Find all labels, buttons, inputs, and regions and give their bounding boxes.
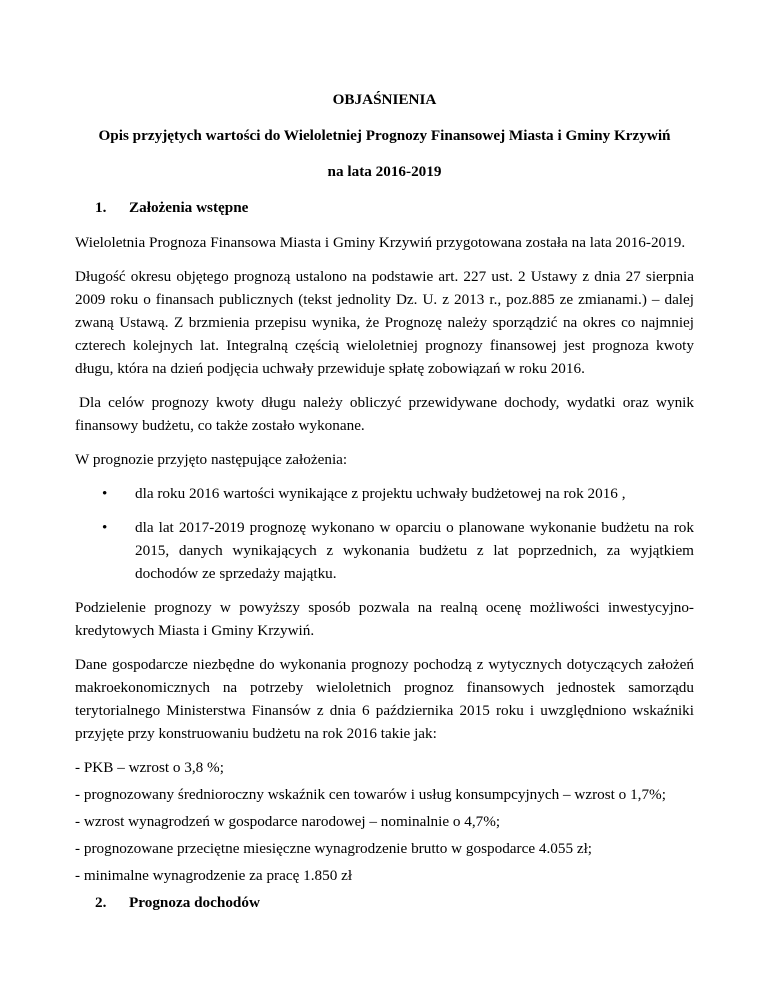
document-title: OBJAŚNIENIA [332, 91, 437, 108]
paragraph: Długość okresu objętego prognozą ustalono na podstawie art. 227 ust. 2 Ustawy z dnia 27 sierpnia 2009 roku o finansach publicznych (tekst jednolity Dz. U. z 2013 r., poz.885 ze zmianami.) – dalej zwaną Ustawą. Z brzmienia przepisu wynika, że Prognozę należy sporządzić na okres co najmniej czterech kolejnych lat. Integralną częścią wieloletniej prognozy finansowej jest prognoza kwoty długu, która na dzień podjęcia uchwały przewiduje spłatę zobowiązań w roku 2016. [75, 268, 694, 377]
list-item [75, 482, 694, 505]
section-number: 1. [95, 199, 107, 216]
paragraph: Podzielenie prognozy w powyższy sposób pozwala na realną ocenę możliwości inwestycyjno-kredytowych Miasta i Gminy Krzywiń. [75, 599, 694, 639]
paragraph: Dane gospodarcze niezbędne do wykonania prognozy pochodzą z wytycznych dotyczących założeń makroekonomicznych na potrzeby wieloletnich prognoz finansowych jednostek samorządu terytorialnego Ministerstwa Finansów z dnia 6 października 2015 roku i uwzględniono wskaźniki przyjęte przy konstruowaniu budżetu na rok 2016 takie jak: [75, 656, 694, 742]
indicator-item: - wzrost wynagrodzeń w gospodarce narodowej – nominalnie o 4,7%; [75, 813, 501, 830]
list-item-text: dla lat 2017-2019 prognozę wykonano w oparciu o planowane wykonanie budżetu na rok 2015, danych wynikających z wykonania budżetu z lat poprzednich, za wyjątkiem dochodów ze sprzedaży majątku. [135, 519, 694, 582]
section-title: Prognoza dochodów [129, 894, 260, 911]
bullet-icon: • [102, 519, 108, 536]
list-item-text: dla roku 2016 wartości wynikające z projektu uchwały budżetowej na rok 2016 , [135, 485, 626, 502]
bullet-icon: • [102, 485, 108, 502]
indicator-item: - prognozowane przeciętne miesięczne wynagrodzenie brutto w gospodarce 4.055 zł; [75, 840, 593, 857]
section-heading-1 [75, 196, 694, 219]
assumptions-list [75, 482, 694, 585]
indicator-item: - prognozowany średnioroczny wskaźnik cen towarów i usług konsumpcyjnych – wzrost o 1,7%; [75, 786, 666, 803]
list-item [75, 516, 694, 585]
paragraph: Wieloletnia Prognoza Finansowa Miasta i Gminy Krzywiń przygotowana została na lata 2016-2019. [75, 234, 686, 251]
indicator-item: - PKB – wzrost o 3,8 %; [75, 759, 224, 776]
document-period: na lata 2016-2019 [327, 163, 442, 180]
section-heading-2 [75, 891, 694, 914]
paragraph: W prognozie przyjęto następujące założenia: [75, 451, 348, 468]
section-title: Założenia wstępne [129, 199, 249, 216]
document-subtitle: Opis przyjętych wartości do Wieloletniej Prognozy Finansowej Miasta i Gminy Krzywiń [98, 127, 671, 144]
paragraph: Dla celów prognozy kwoty długu należy obliczyć przewidywane dochody, wydatki oraz wynik finansowy budżetu, co także zostało wykonane. [75, 394, 694, 434]
section-number: 2. [95, 894, 107, 911]
indicator-item: - minimalne wynagrodzenie za pracę 1.850 zł [75, 867, 353, 884]
